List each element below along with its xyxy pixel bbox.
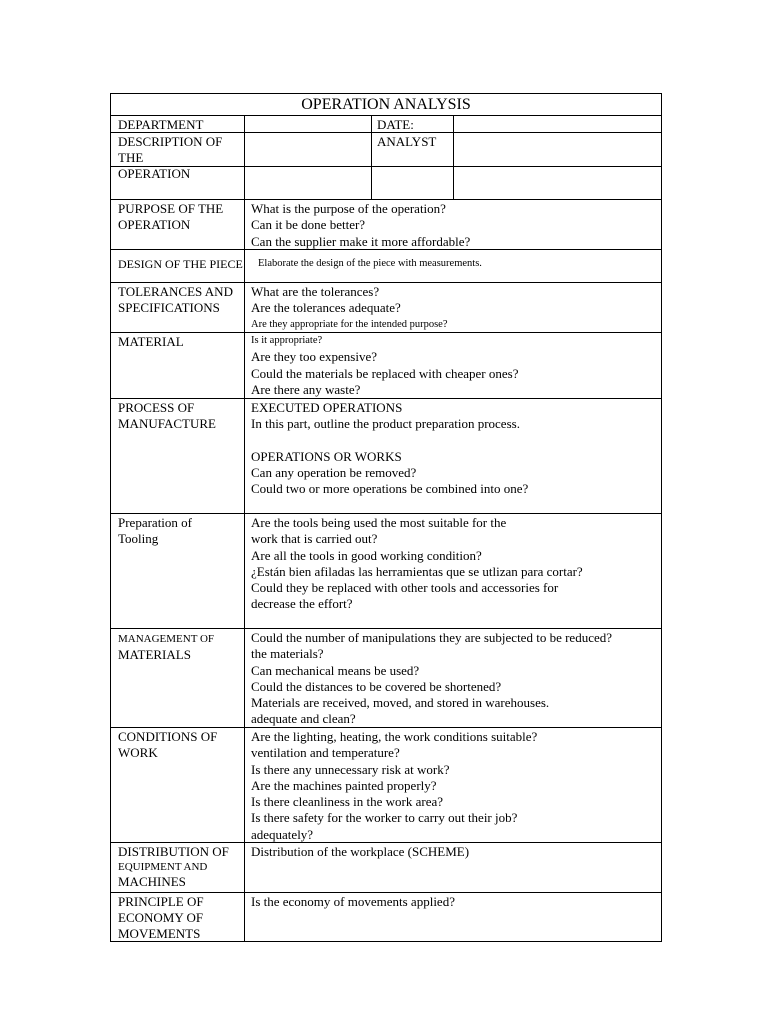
purpose-line: Can it be done better? (251, 217, 366, 233)
distribution-label-line: MACHINES (118, 874, 186, 889)
analyst-label: ANALYST (377, 134, 437, 149)
blank-cell-1[interactable] (111, 167, 244, 199)
tooling-line: work that is carried out? (251, 531, 378, 547)
conditions-line: Is there safety for the worker to carry out their job? (251, 810, 518, 826)
design-row (111, 250, 661, 283)
material-line: Is it appropriate? (251, 335, 323, 346)
description-value-cell[interactable] (244, 133, 371, 166)
conditions-line: ventilation and temperature? (251, 745, 400, 761)
tolerances-label-cell (111, 283, 244, 332)
description-row (111, 133, 661, 181)
conditions-line: Is there any unnecessary risk at work? (251, 761, 450, 777)
management-line: the materials? (251, 646, 324, 662)
conditions-line: adequately? (251, 826, 314, 842)
tooling-line: Could they be replaced with other tools and accessories for (251, 580, 559, 596)
tooling-line: ¿Están bien afiladas las herramientas que se utlizan para cortar? (251, 563, 583, 579)
material-line: Are they too expensive? (251, 349, 377, 365)
tolerances-line: Are they appropriate for the intended purpose? (251, 318, 448, 330)
process-line: Can any operation be removed? (251, 465, 417, 481)
conditions-line: Are the lighting, heating, the work conditions suitable? (251, 729, 538, 744)
department-value-cell[interactable] (244, 116, 371, 132)
department-label: DEPARTMENT (118, 117, 204, 132)
material-content-cell (244, 333, 661, 398)
economy-label-cell (111, 893, 244, 941)
tolerances-label: TOLERANCES AND SPECIFICATIONS (118, 284, 233, 315)
material-label: MATERIAL (118, 334, 184, 349)
material-row (111, 333, 661, 399)
design-content-cell (244, 250, 661, 282)
design-text: Elaborate the design of the piece with measurements. (258, 258, 482, 269)
blank-row (111, 167, 661, 200)
purpose-label: PURPOSE OF THE OPERATION (118, 201, 224, 232)
description-label-cell (111, 133, 244, 181)
purpose-content-cell (244, 200, 661, 249)
tooling-line: Are the tools being used the most suitable for the (251, 515, 507, 530)
tolerances-line: What are the tolerances? (251, 284, 380, 299)
process-label-cell (111, 399, 244, 513)
purpose-label-cell (111, 200, 244, 249)
department-label-cell (111, 116, 244, 132)
department-row (111, 116, 661, 133)
title-row (111, 94, 661, 116)
tooling-label: Preparation of Tooling (118, 515, 193, 546)
material-line: Are there any waste? (251, 381, 361, 397)
tolerances-content-cell (244, 283, 661, 332)
page-title: OPERATION ANALYSIS (301, 96, 471, 113)
material-label-cell (111, 333, 244, 398)
economy-label: PRINCIPLE OF ECONOMY OF MOVEMENTS (118, 894, 204, 941)
management-content-cell (244, 629, 661, 727)
conditions-line: Are the machines painted properly? (251, 777, 437, 793)
analyst-value-cell[interactable] (453, 133, 661, 166)
distribution-text: Distribution of the workplace (SCHEME) (251, 844, 470, 859)
economy-content-cell (244, 893, 661, 941)
purpose-row (111, 200, 661, 250)
description-label: DESCRIPTION OF THE OPERATION (118, 134, 223, 181)
conditions-content-cell (244, 728, 661, 842)
management-row (111, 629, 661, 728)
purpose-line: What is the purpose of the operation? (251, 201, 446, 216)
process-row (111, 399, 661, 514)
tooling-row (111, 514, 661, 629)
conditions-label: CONDITIONS OF WORK (118, 729, 218, 760)
distribution-label-line: EQUIPMENT AND (118, 861, 208, 873)
management-line: Could the number of manipulations they are subjected to be reduced? (251, 630, 612, 645)
management-line: Materials are received, moved, and stored in warehouses. (251, 695, 550, 711)
process-line: OPERATIONS OR WORKS (251, 448, 402, 464)
blank-cell-2[interactable] (244, 167, 371, 199)
process-label: PROCESS OF MANUFACTURE (118, 400, 216, 431)
tooling-line: Are all the tools in good working condition? (251, 547, 482, 563)
date-label: DATE: (377, 117, 414, 132)
blank-cell-3[interactable] (371, 167, 453, 199)
date-label-cell (371, 116, 453, 132)
management-label-line: MANAGEMENT OF (118, 633, 215, 645)
tooling-label-cell (111, 514, 244, 628)
economy-row (111, 893, 661, 941)
distribution-label-line: DISTRIBUTION OF (118, 844, 229, 859)
process-line: Could two or more operations be combined into one? (251, 481, 529, 497)
management-label-cell (111, 629, 244, 727)
material-line: Could the materials be replaced with cheaper ones? (251, 365, 519, 381)
process-spacer (251, 433, 661, 449)
distribution-label-cell (111, 843, 244, 892)
process-line: In this part, outline the product preparation process. (251, 416, 520, 432)
conditions-label-cell (111, 728, 244, 842)
design-label-cell (111, 250, 244, 282)
distribution-row (111, 843, 661, 893)
design-label: DESIGN OF THE PIECE (118, 257, 243, 271)
management-line: adequate and clean? (251, 711, 356, 727)
operation-analysis-form (110, 93, 662, 942)
tooling-content-cell (244, 514, 661, 628)
management-label-line: MATERIALS (118, 647, 191, 662)
conditions-row (111, 728, 661, 843)
economy-text: Is the economy of movements applied? (251, 894, 455, 909)
analyst-label-cell (371, 133, 453, 166)
purpose-line: Can the supplier make it more affordable? (251, 233, 471, 249)
management-line: Could the distances to be covered be shortened? (251, 678, 502, 694)
process-line: EXECUTED OPERATIONS (251, 400, 403, 415)
management-line: Can mechanical means be used? (251, 662, 420, 678)
conditions-line: Is there cleanliness in the work area? (251, 794, 444, 810)
process-content-cell (244, 399, 661, 513)
distribution-content-cell (244, 843, 661, 892)
blank-cell-4[interactable] (453, 167, 661, 199)
tolerances-row (111, 283, 661, 333)
tooling-line: decrease the effort? (251, 596, 353, 612)
tolerances-line: Are the tolerances adequate? (251, 300, 401, 316)
date-value-cell[interactable] (453, 116, 661, 132)
